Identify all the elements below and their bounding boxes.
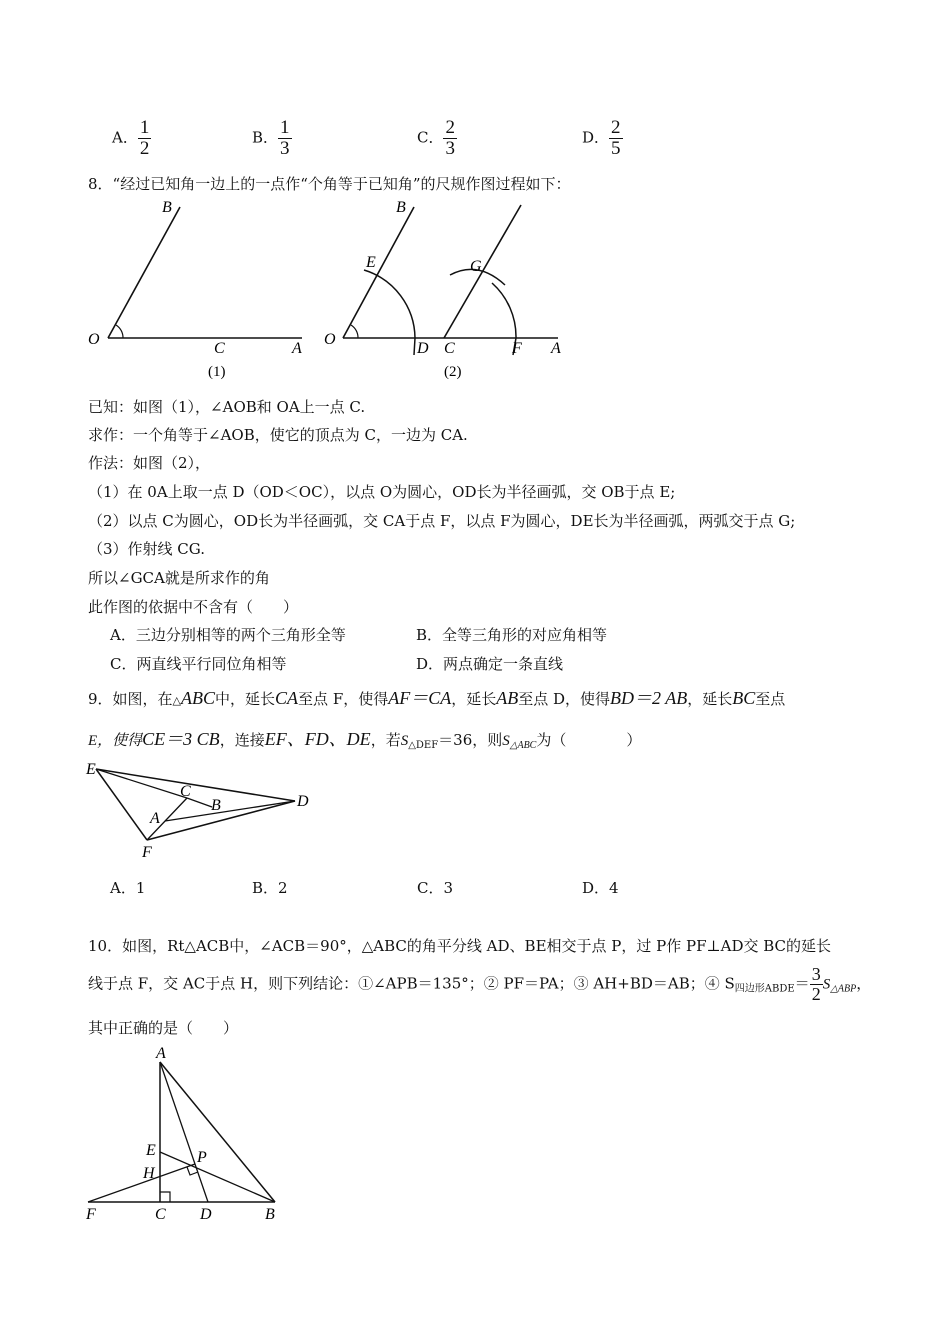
q7-b-den: 3 — [280, 137, 290, 159]
q9-label-e: E — [86, 761, 96, 778]
fig2-label-b: B — [396, 199, 406, 216]
q9-line-1: 9．如图，在△ABC中，延长CA至点 F，使得AF＝CA，延长AB至点 D，使得BD＝2 AB，延长BC至点 — [88, 688, 786, 708]
q10-s2: S — [822, 976, 831, 993]
fig1-label-b: B — [162, 199, 172, 216]
fig2-label-c: C — [444, 340, 455, 357]
q9-text-8: E，使得 — [88, 733, 143, 749]
q9-s-def-sub: △DEF — [408, 740, 439, 751]
q9-figure — [80, 756, 330, 866]
q8-option-b[interactable]: B．全等三角形的对应角相等 — [416, 626, 608, 644]
q7-option-d-letter: D． — [582, 128, 610, 147]
q9-option-d[interactable]: D．4 — [582, 879, 619, 897]
q10-seg-eb — [160, 1152, 275, 1202]
q7-c-num: 2 — [445, 117, 455, 138]
fig2-caption: (2) — [444, 364, 462, 380]
q7-option-a-fraction — [138, 118, 152, 159]
q9-seg-bc: BC — [732, 688, 756, 708]
q8-step-1: （1）在 0A上取一点 D（OD＜OC），以点 O为圆心，OD长为半径画弧，交 OB于点 E; — [88, 483, 676, 501]
q10-sub-quad: 四边形ABDE — [734, 983, 795, 995]
q9-line-2: E，使得CE＝3 CB，连接EF、FD、DE，若$S_{\triangle DEF}=36$，则$S_{\triangle ABC}$为（ ） — [88, 729, 642, 751]
q10-fraction — [810, 965, 823, 1004]
q9-text-9: ，连接 — [219, 731, 265, 749]
q10-line-1: 10．如图，Rt△ACB中，∠ACB＝90°，△ABC的角平分线 AD、BE相交于点 P，过 P作 PF⊥AD交 BC的延长 — [88, 937, 832, 955]
q9-option-c[interactable]: C．3 — [417, 879, 454, 897]
q8-step-3: （3）作射线 CG. — [88, 540, 206, 558]
q7-option-a[interactable] — [112, 118, 151, 159]
fig1-angle-mark — [116, 325, 123, 338]
q7-option-b-fraction — [278, 118, 292, 159]
q8-option-d[interactable]: D．两点确定一条直线 — [416, 655, 564, 673]
q9-option-b[interactable]: B．2 — [252, 879, 288, 897]
q8-method: 作法：如图（2）， — [88, 454, 211, 472]
q8-known: 已知：如图（1），∠AOB和 OA上一点 C. — [88, 398, 366, 416]
q7-a-num: 1 — [139, 117, 150, 138]
q9-seg-ab: AB — [496, 688, 519, 708]
q9-triangle-abc: ABC — [181, 688, 216, 708]
q8-figures — [80, 195, 580, 385]
q7-b-num: 1 — [280, 117, 290, 138]
q8-figure-2 — [324, 199, 561, 380]
q7-option-d-fraction — [609, 118, 623, 159]
q8-option-a[interactable]: A．三边分别相等的两个三角形全等 — [110, 626, 346, 644]
q9-option-a[interactable]: A．1 — [110, 879, 146, 897]
q7-d-den: 5 — [611, 137, 621, 159]
q7-option-b-letter: B． — [252, 128, 279, 147]
q10-line-2 — [88, 965, 871, 1004]
q9-label-d: D — [297, 793, 309, 810]
fig2-label-g: G — [470, 258, 482, 275]
q9-seg-ec — [96, 769, 187, 798]
q9-text-11: ，则 — [472, 731, 503, 749]
q7-option-c-fraction — [443, 118, 457, 159]
q10-right-angle-c — [160, 1192, 170, 1202]
q10-label-h: H — [143, 1165, 155, 1182]
q9-seg-ed — [96, 769, 295, 801]
q7-option-d[interactable] — [582, 118, 623, 159]
q10-label-e: E — [146, 1142, 156, 1159]
q10-eq: ＝ — [794, 974, 810, 993]
q10-text-a: 线于点 F，交 AC于点 H，则下列结论：①∠APB＝135°；② PF＝PA；③ AH+BD＝AB；④ S — [88, 974, 735, 993]
q9-af-eq: AF＝CA — [388, 688, 452, 708]
fig2-arc-de — [364, 270, 415, 355]
q10-frac-num: 3 — [811, 964, 821, 984]
fig1-caption: (1) — [208, 364, 226, 380]
q8-option-c[interactable]: C．两直线平行同位角相等 — [110, 655, 287, 673]
q9-label-a: A — [150, 810, 160, 827]
q10-line-3: 其中正确的是（ ） — [88, 1019, 239, 1037]
q9-text-5: 至点 D，使得 — [518, 690, 611, 708]
q8-figure-1 — [88, 199, 302, 380]
q9-eq-36: ＝36 — [438, 731, 473, 749]
q10-label-p: P — [197, 1149, 207, 1166]
q9-seg-cb — [187, 798, 212, 807]
q7-d-num: 2 — [611, 117, 621, 138]
q9-text-7: 至点 — [755, 690, 786, 708]
q7-option-c[interactable] — [417, 118, 457, 159]
fig2-label-a: A — [551, 340, 561, 357]
q10-label-a: A — [156, 1045, 166, 1062]
q10-frac-den: 2 — [811, 983, 821, 1004]
fig1-label-o: O — [88, 331, 100, 348]
q10-sub-tri: △ABP — [830, 983, 857, 995]
q9-segments: EF、FD、DE — [264, 729, 371, 749]
q8-step-2: （2）以点 C为圆心，OD长为半径画弧，交 CA于点 F，以点 F为圆心，DE长为半径画弧，两弧交于点 G; — [88, 512, 796, 530]
q10-label-d: D — [200, 1206, 212, 1223]
q9-seg-ef — [96, 769, 147, 840]
q10-label-f: F — [86, 1206, 96, 1223]
q10-tail: ， — [856, 974, 872, 993]
q9-bd-eq: BD＝2 AB — [610, 688, 688, 708]
q9-seg-ca: CA — [275, 688, 299, 708]
q8-construct: 求作：一个角等于∠AOB，使它的顶点为 C，一边为 CA. — [88, 426, 468, 444]
q10-seg-ab — [160, 1062, 275, 1202]
fig2-label-d: D — [417, 340, 429, 357]
q9-text-4: ，延长 — [451, 690, 497, 708]
q9-text-1: 9．如图，在 — [88, 690, 173, 708]
q8-conclusion: 所以∠GCA就是所求作的角 — [88, 569, 270, 587]
fig1-label-a: A — [292, 340, 302, 357]
q9-s-abc-sub: △ABC — [509, 740, 537, 751]
fig2-label-f: F — [512, 340, 522, 357]
fig2-label-o: O — [324, 331, 336, 348]
q10-seg-fp — [88, 1164, 195, 1202]
q7-c-den: 3 — [445, 137, 455, 159]
q10-figure — [80, 1042, 300, 1227]
q9-label-b: B — [211, 797, 221, 814]
q8-stem: 8．“经过已知角一边上的一点作“个角等于已知角”的尺规作图过程如下： — [88, 175, 571, 193]
q7-option-b[interactable] — [252, 118, 292, 159]
q9-text-3: 至点 F，使得 — [298, 690, 389, 708]
q9-text-10: ，若 — [370, 731, 401, 749]
q10-seg-ad — [160, 1062, 208, 1202]
q9-text-12: 为（ ） — [536, 731, 642, 749]
q10-label-b: B — [265, 1206, 275, 1223]
fig2-ray-ob — [343, 207, 414, 338]
q9-label-f: F — [142, 844, 152, 861]
q7-option-c-letter: C． — [417, 128, 444, 147]
q7-option-a-letter: A． — [112, 128, 138, 147]
q9-ce-eq: CE＝3 CB — [142, 729, 220, 749]
fig2-label-e: E — [366, 254, 376, 271]
q8-question: 此作图的依据中不含有（ ） — [88, 598, 299, 616]
q9-label-c: C — [180, 783, 191, 800]
fig1-label-c: C — [214, 340, 225, 357]
q10-label-c: C — [155, 1206, 166, 1223]
q9-text-6: ，延长 — [687, 690, 733, 708]
fig1-ray-ob — [108, 207, 180, 338]
q9-text-2: 中，延长 — [215, 690, 276, 708]
fig2-angle-mark — [351, 325, 358, 338]
q7-a-den: 2 — [139, 137, 150, 159]
